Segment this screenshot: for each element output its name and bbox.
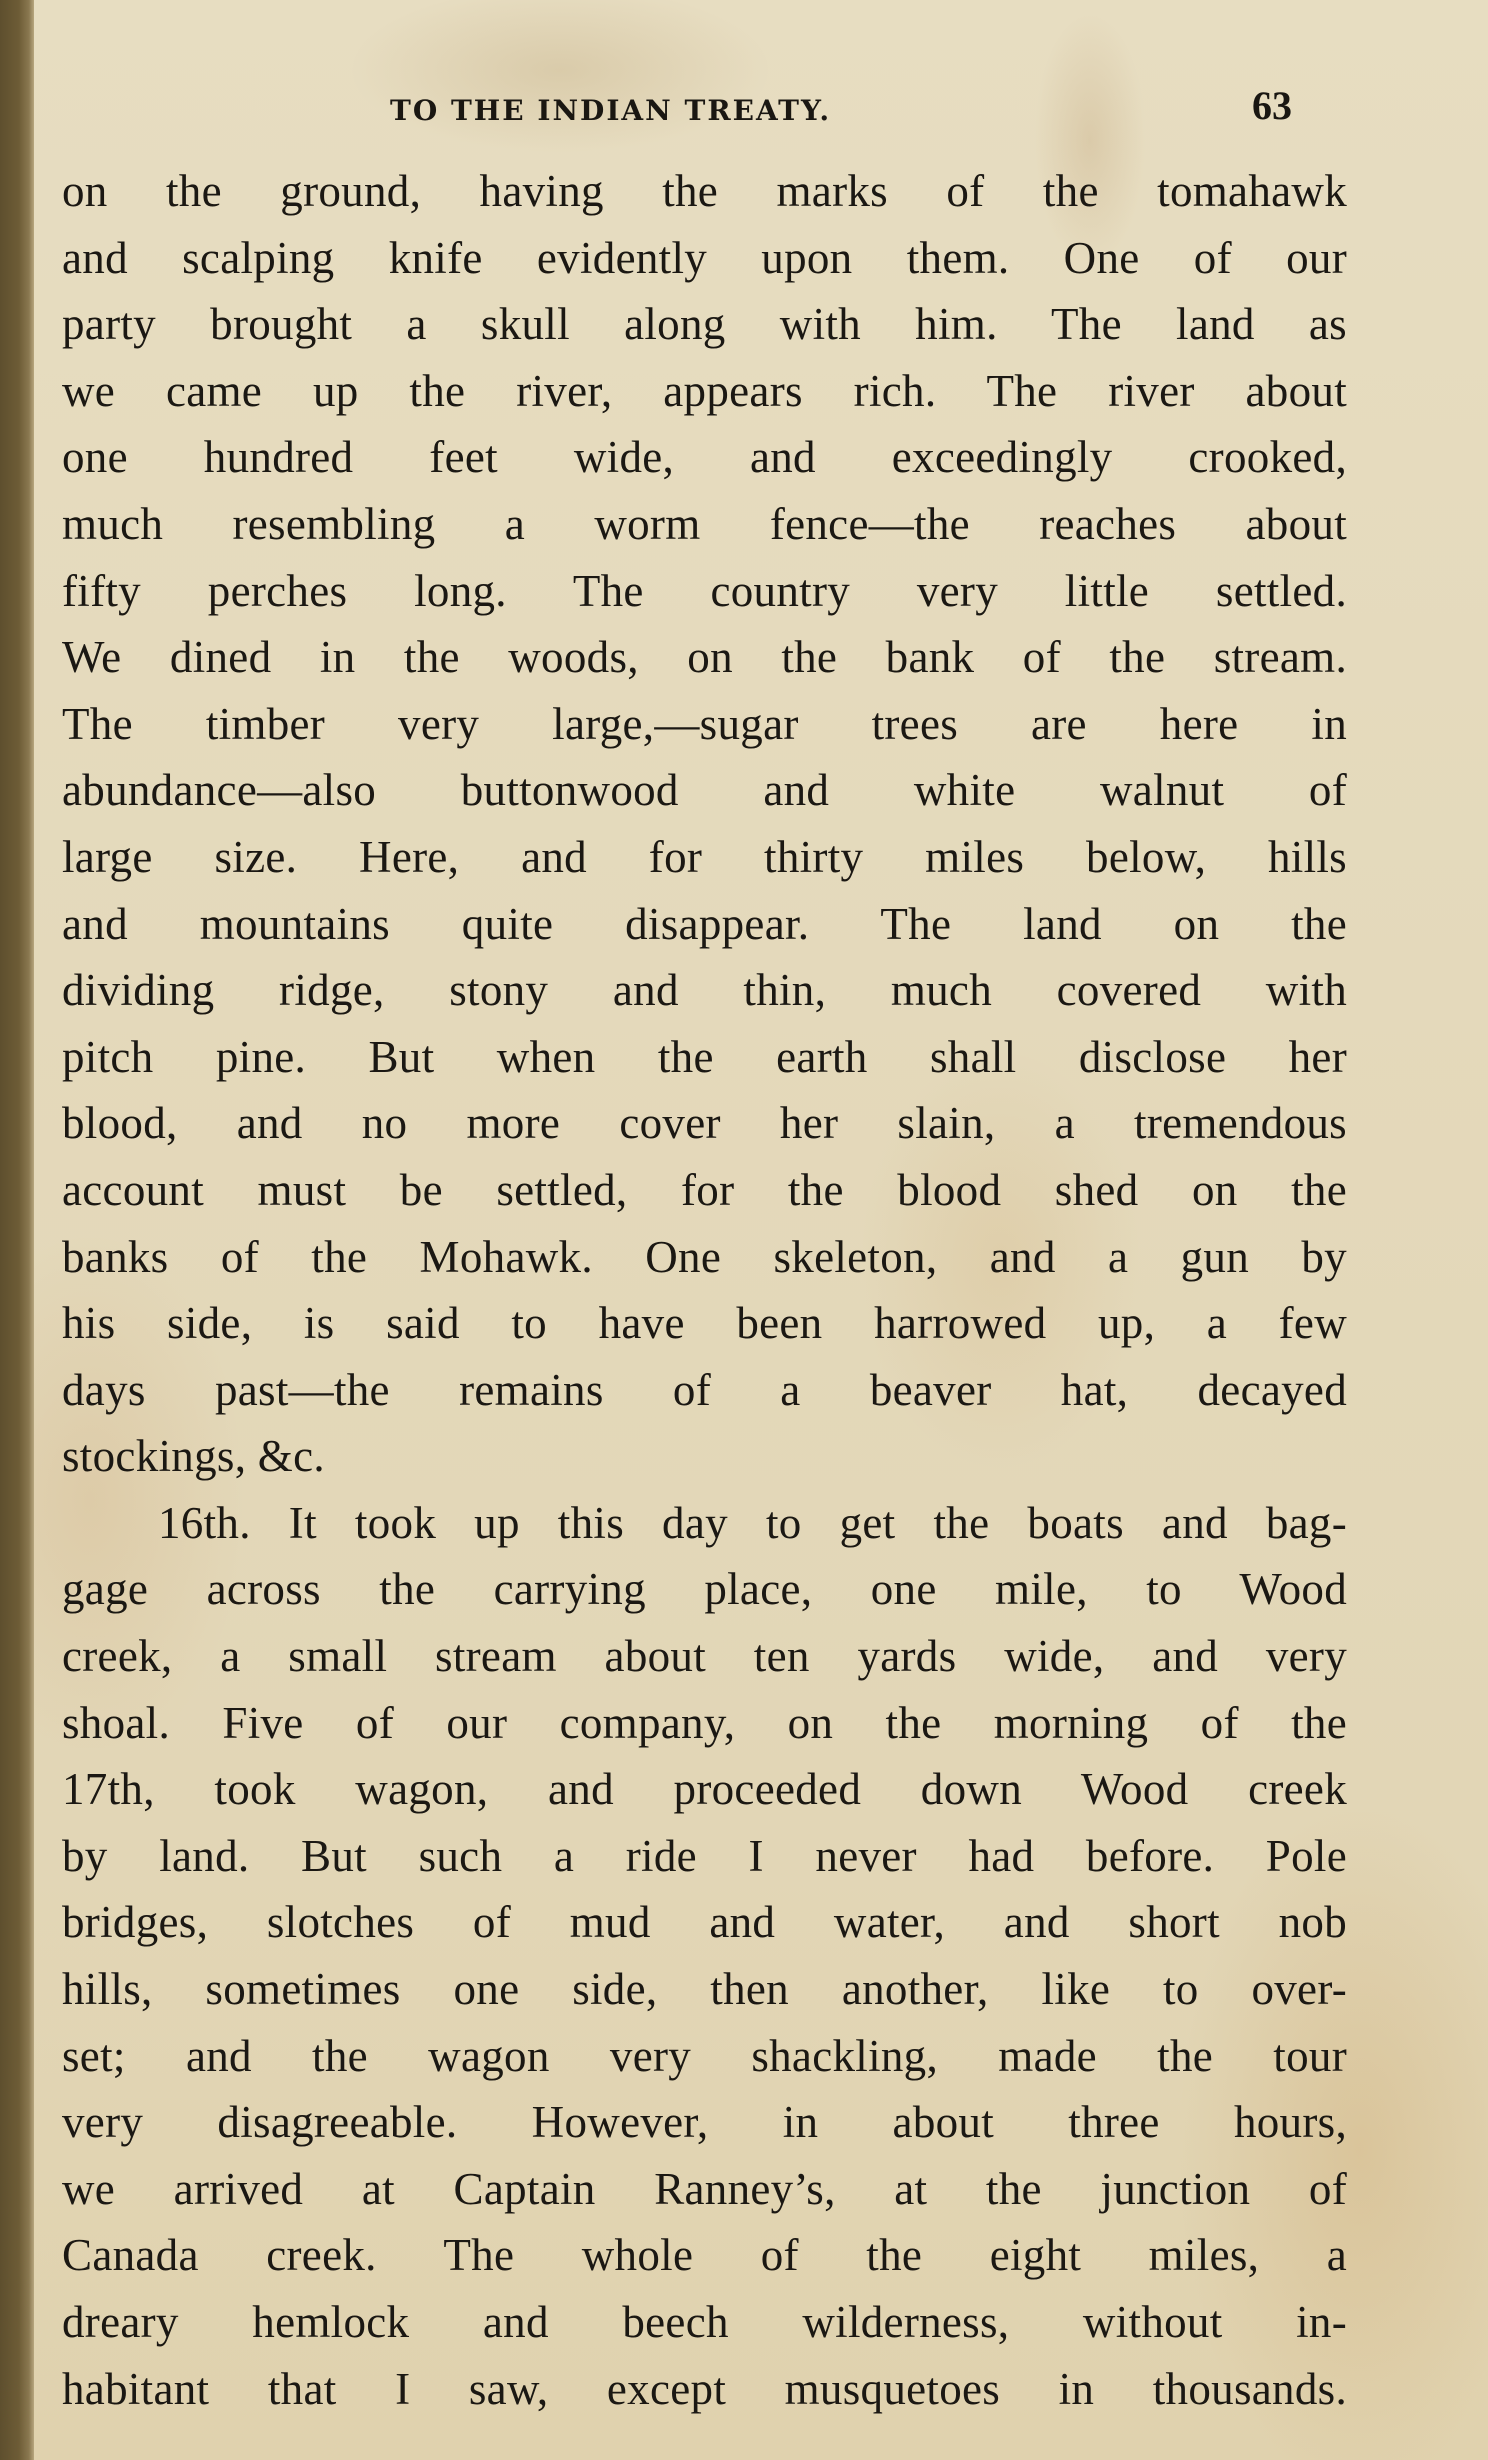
- text-line: shoal. Five of our company, on the morning of the: [62, 1697, 1347, 1748]
- text-line: dreary hemlock and beech wilderness, without in-: [62, 2297, 1347, 2347]
- text-line: blood, and no more cover her slain, a tremendous: [62, 1098, 1347, 1149]
- text-line: account must be settled, for the blood shed on the: [62, 1164, 1347, 1215]
- page-header: [0, 83, 1488, 138]
- paragraph-end-line: stockings, &c.: [62, 1431, 325, 1482]
- text-line: much resembling a worm fence—the reaches about: [62, 498, 1347, 549]
- text-line: habitant that I saw, except musquetoes in thousands.: [62, 2363, 1347, 2414]
- text-line: party brought a skull along with him. The land as: [62, 299, 1347, 350]
- text-line: his side, is said to have been harrowed up, a few: [62, 1298, 1347, 1349]
- text-line: large size. Here, and for thirty miles below, hills: [62, 831, 1347, 882]
- text-line: by land. But such a ride I never had before. Pole: [62, 1830, 1347, 1881]
- page-number: 63: [1252, 83, 1292, 128]
- text-line: days past—the remains of a beaver hat, decayed: [62, 1364, 1347, 1415]
- text-line: we arrived at Captain Ranney’s, at the junction of: [62, 2163, 1347, 2214]
- text-line: and mountains quite disappear. The land on the: [62, 898, 1347, 949]
- text-line: fifty perches long. The country very little settled.: [62, 565, 1347, 616]
- running-head: TO THE INDIAN TREATY.: [390, 94, 832, 127]
- text-line: gage across the carrying place, one mile, to Wood: [62, 1564, 1347, 1615]
- text-line: dividing ridge, stony and thin, much covered with: [62, 965, 1347, 1016]
- text-line: on the ground, having the marks of the tomahawk: [62, 166, 1347, 216]
- text-line: one hundred feet wide, and exceedingly crooked,: [62, 432, 1347, 483]
- text-line: very disagreeable. However, in about three hours,: [62, 2097, 1347, 2148]
- text-line: The timber very large,—sugar trees are here in: [62, 698, 1347, 749]
- body-text: [62, 158, 1347, 2422]
- text-line: banks of the Mohawk. One skeleton, and a gun by: [62, 1231, 1347, 1282]
- text-line: We dined in the woods, on the bank of the stream.: [62, 632, 1347, 683]
- text-line: creek, a small stream about ten yards wide, and very: [62, 1631, 1347, 1682]
- text-line: and scalping knife evidently upon them. One of our: [62, 232, 1347, 283]
- text-line: pitch pine. But when the earth shall disclose her: [62, 1031, 1347, 1082]
- text-line: bridges, slotches of mud and water, and short nob: [62, 1897, 1347, 1948]
- text-line: Canada creek. The whole of the eight miles, a: [62, 2230, 1347, 2281]
- text-line: abundance—also buttonwood and white walnut of: [62, 765, 1347, 816]
- text-line: we came up the river, appears rich. The river about: [62, 365, 1347, 416]
- text-line: 17th, took wagon, and proceeded down Wood creek: [62, 1764, 1347, 1815]
- text-line: set; and the wagon very shackling, made the tour: [62, 2030, 1347, 2081]
- paragraph-start-line: 16th. It took up this day to get the boats and bag-: [158, 1497, 1347, 1548]
- text-line: hills, sometimes one side, then another, like to over-: [62, 1964, 1347, 2015]
- book-spine-shadow: [0, 0, 34, 2460]
